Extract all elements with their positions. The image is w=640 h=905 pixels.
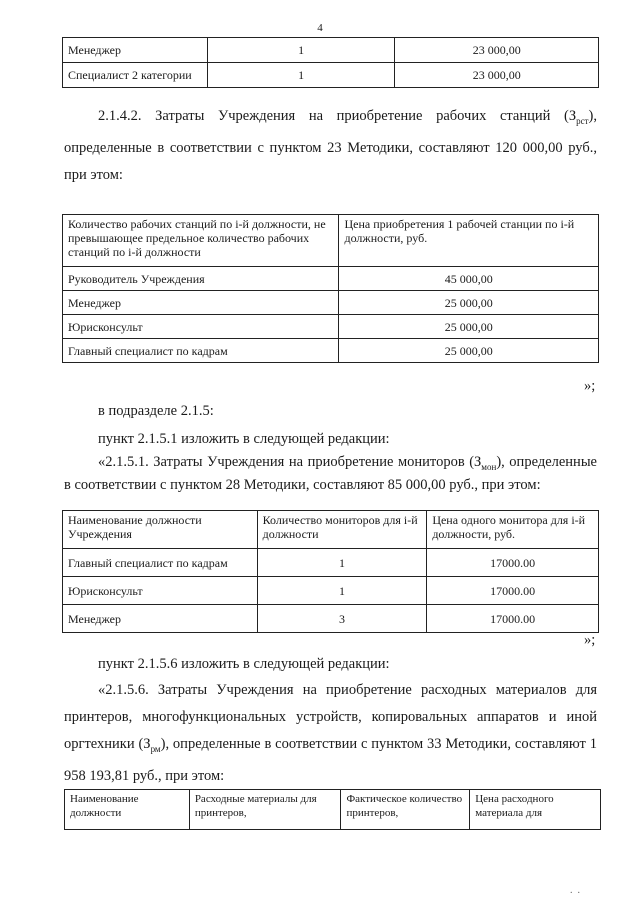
- formula-subscript: рст: [576, 115, 589, 126]
- table-row: [63, 605, 599, 633]
- table-row: [63, 38, 599, 63]
- table-cell: Менеджер: [63, 38, 208, 63]
- table-header-cell: Цена расходного материала для: [470, 790, 601, 830]
- table-header-row: [65, 790, 601, 830]
- consumables-table: [64, 789, 601, 830]
- paragraph-text: «2.1.5.6. Затраты Учреждения на приобретение расходных материалов для принтеров, многофункциональных устройств, копировальных аппаратов и иной оргтехники (З: [64, 682, 597, 752]
- subsection-line: в подразделе 2.1.5:: [98, 403, 214, 419]
- page-number: 4: [317, 22, 323, 34]
- table-cell: 1: [257, 549, 427, 577]
- table-header-row: [63, 511, 599, 549]
- table-header-cell: Цена одного монитора для i-й должности, руб.: [427, 511, 599, 549]
- table-row: [63, 267, 599, 291]
- table-header-row: [63, 215, 599, 267]
- table-row: [63, 339, 599, 363]
- table-cell: 25 000,00: [339, 291, 599, 315]
- table-row: [63, 315, 599, 339]
- table-header-cell: Количество рабочих станций по i-й должности, не превышающее предельное количество рабочих станций по i-й должности: [63, 215, 339, 267]
- paragraph-text: ), определенные в соответствии с пунктом 23 Методики, составляют 120 000,00 руб., при этом:: [64, 108, 597, 183]
- table-row: [63, 549, 599, 577]
- table-header-cell: Цена приобретения 1 рабочей станции по i-й должности, руб.: [339, 215, 599, 267]
- table-row: [63, 291, 599, 315]
- paragraph-text: 2.1.4.2. Затраты Учреждения на приобретение рабочих станций (З: [98, 108, 577, 124]
- closing-quote: »;: [584, 632, 596, 648]
- table-header-cell: Расходные материалы для принтеров,: [189, 790, 341, 830]
- table-cell: Юрисконсульт: [63, 315, 339, 339]
- paragraph-text: ), определенные в соответствии с пунктом 28 Методики, составляют 85 000,00 руб., при этом:: [64, 454, 597, 493]
- table-cell: Юрисконсульт: [63, 577, 258, 605]
- table-cell: Руководитель Учреждения: [63, 267, 339, 291]
- table-cell: 23 000,00: [395, 38, 599, 63]
- paragraph-text: ), определенные в соответствии с пунктом 33 Методики, составляют 1 958 193,81 руб., при этом:: [64, 736, 597, 784]
- table-header-cell: Наименование должности Учреждения: [63, 511, 258, 549]
- monitors-table: [62, 510, 599, 633]
- paragraph-text: «2.1.5.1. Затраты Учреждения на приобретение мониторов (З: [98, 454, 482, 470]
- table-cell: 1: [207, 63, 395, 88]
- table-cell: Главный специалист по кадрам: [63, 339, 339, 363]
- closing-quote: »;: [584, 378, 596, 394]
- workstations-table: [62, 214, 599, 363]
- formula-subscript: мон: [481, 461, 497, 472]
- table-cell: Менеджер: [63, 605, 258, 633]
- paragraph-2-1-5-1: [64, 453, 597, 494]
- table-cell: 3: [257, 605, 427, 633]
- table-cell: 23 000,00: [395, 63, 599, 88]
- table-cell: Специалист 2 категории: [63, 63, 208, 88]
- table-header-cell: Фактическое количество принтеров,: [341, 790, 470, 830]
- table-row: [63, 63, 599, 88]
- table-cell: 17000.00: [427, 605, 599, 633]
- scan-artifact: . .: [570, 885, 580, 896]
- table-cell: 17000.00: [427, 577, 599, 605]
- item-2-1-5-1-line: пункт 2.1.5.1 изложить в следующей редакции:: [98, 431, 390, 447]
- paragraph-2-1-4-2: [64, 103, 597, 189]
- table-cell: 25 000,00: [339, 339, 599, 363]
- formula-subscript: рм: [150, 743, 161, 754]
- item-2-1-5-6-line: пункт 2.1.5.6 изложить в следующей редакции:: [98, 656, 390, 672]
- table-cell: 1: [257, 577, 427, 605]
- table-header-cell: Наименование должности: [65, 790, 190, 830]
- table-header-cell: Количество мониторов для i-й должности: [257, 511, 427, 549]
- table-cell: 25 000,00: [339, 315, 599, 339]
- table-cell: 17000.00: [427, 549, 599, 577]
- paragraph-2-1-5-6: [64, 677, 597, 790]
- table-continued: [62, 37, 599, 88]
- table-cell: 45 000,00: [339, 267, 599, 291]
- table-row: [63, 577, 599, 605]
- table-cell: Менеджер: [63, 291, 339, 315]
- table-cell: Главный специалист по кадрам: [63, 549, 258, 577]
- table-cell: 1: [207, 38, 395, 63]
